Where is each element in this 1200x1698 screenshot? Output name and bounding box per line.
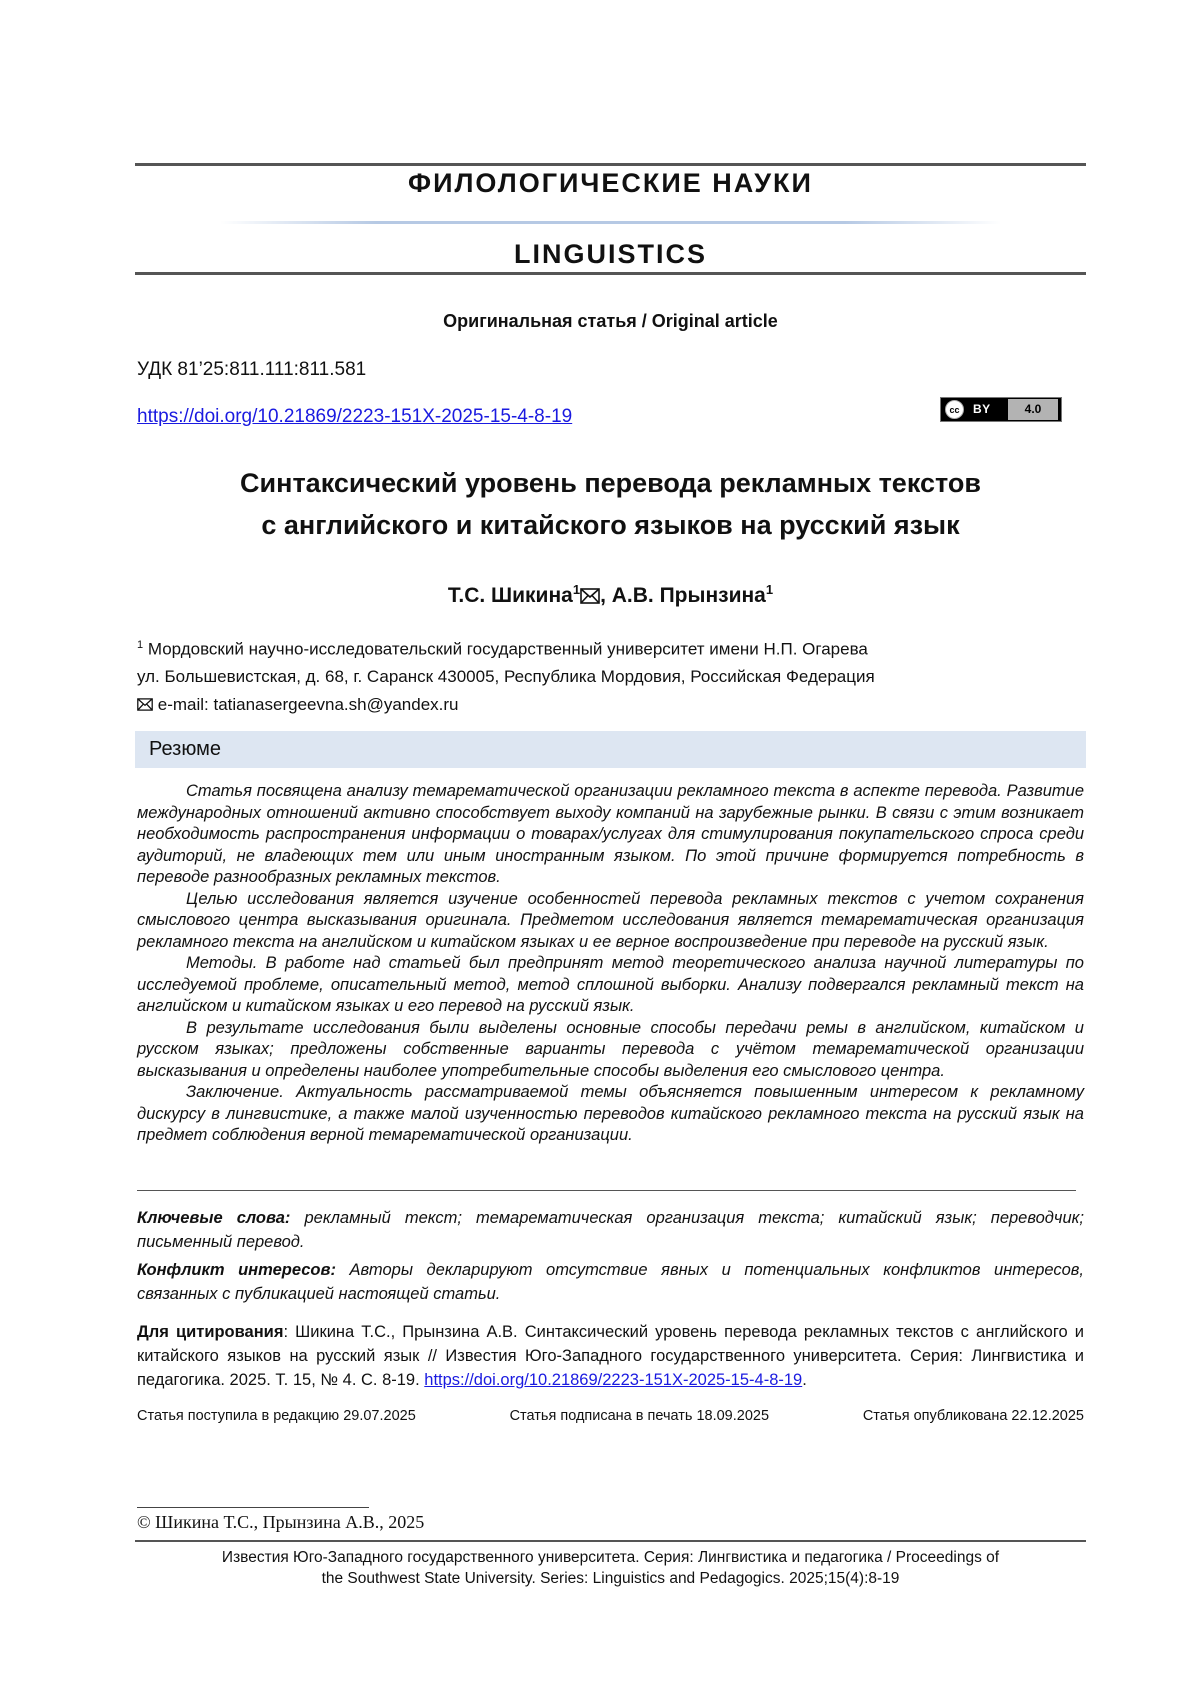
citation-label: Для цитирования [137,1323,284,1341]
title-line-1: Синтаксический уровень перевода рекламных текстов [240,468,981,498]
author-1-name: Т.С. Шикина [447,584,573,607]
cc-version: 4.0 [1008,399,1058,420]
affiliation [137,632,875,690]
author-2-affil-mark: 1 [765,582,774,597]
abstract-paragraph: Статья посвящена анализу темарематической организации рекламного текста в аспекте перевода. Развитие международных отношений активно способствует выходу компаний на зарубежные рынки. В связи с этим возникает необходимость распространения информации о товарах/услугах для стимулирования покупательского спроса среди аудиторий, не владеющих тем или иным иностранным языком. По этой причине формируется потребность в переводе разнообразных рекламных текстов. [137,782,1084,886]
citation-end: . [802,1371,807,1389]
header-top-rule [135,163,1086,166]
author-2-name: А.В. Прынзина [611,584,766,607]
header-divider [220,221,1001,224]
copyright: © Шикина Т.С., Прынзина А.В., 2025 [137,1512,425,1532]
resume-heading: Резюме [135,731,1086,768]
affiliation-address: ул. Большевистская, д. 68, г. Саранск 430005, Республика Мордовия, Российская Федерация [137,666,875,686]
abstract-paragraph: В результате исследования были выделены основные способы передачи ремы в английском, китайском и русском языках; предложены собственные варианты перевода с учётом темарематической организации высказывания и определены наиболее употребительные способы выделения его смыслового центра. [137,1018,1084,1080]
abstract-paragraph: Методы. В работе над статьей был предпринят метод теоретического анализа научной литературы по исследуемой проблеме, описательный метод, метод сплошной выборки. Анализу подвергался рекламный текст на английском и китайском языках и его перевод на русский язык. [137,954,1084,1015]
abstract-divider [137,1190,1076,1191]
conflict-value: Авторы декларируют отсутствие явных и потенциальных конфликтов интересов, связанных с публикацией настоящей статьи. [137,1261,1084,1303]
footnote-rule [137,1507,369,1508]
envelope-icon[interactable] [580,588,600,604]
title-line-2: с английского и китайского языков на русский язык [261,510,960,540]
udk-code: УДК 81’25:811.111:811.581 [137,359,367,380]
article-type: Оригинальная статья / Original article [443,311,778,331]
abstract-paragraph: Целью исследования является изучение особенностей перевода рекламных текстов с учетом сохранения смыслового центра высказывания оригинала. Предметом исследования является темарематическая организация рекламного текста на английском и китайском языках и ее верное воспроизведение при переводе на русский язык. [137,889,1084,951]
abstract-paragraph: Заключение. Актуальность рассматриваемой темы объясняется повышенным интересом к рекламному дискурсу в лингвистике, а также малой изученностью переводов китайского рекламного текста на русский язык на предмет соблюдения верной темарематической организации. [137,1083,1084,1144]
envelope-icon [137,698,153,711]
citation [137,1320,1084,1392]
footer-rule [135,1540,1086,1542]
affiliation-mark: 1 [137,639,144,651]
author-1-affil-mark: 1 [572,582,581,597]
date-received: Статья поступила в редакцию 29.07.2025 [137,1408,416,1424]
conflict-of-interest [137,1258,1084,1306]
authors [135,582,1086,608]
date-published: Статья опубликована 22.12.2025 [862,1408,1084,1424]
keywords-value: рекламный текст; темарематическая организация текста; китайский язык; переводчик; письменный перевод. [137,1209,1084,1251]
keywords [137,1206,1084,1254]
doi-link[interactable]: https://doi.org/10.21869/2223-151X-2025-15-4-8-19 [137,406,573,427]
keywords-label: Ключевые слова: [137,1209,291,1227]
section-title-en: LINGUISTICS [513,239,707,269]
conflict-label: Конфликт интересов: [137,1261,336,1279]
cc-by-label: BY [973,402,991,416]
article-dates [137,1408,1084,1424]
cc-icon: cc [945,400,964,419]
journal-ref-line-1: Известия Юго-Западного государственного университета. Серия: Лингвистика и педагогика / Proceedings of [221,1549,1000,1566]
abstract [137,781,1084,1147]
email-line [137,695,459,715]
citation-doi-link[interactable]: https://doi.org/10.21869/2223-151X-2025-15-4-8-19 [424,1371,803,1389]
article-title [135,462,1086,546]
citation-text: : Шикина Т.С., Прынзина А.В. Синтаксический уровень перевода рекламных текстов с английского и китайского языков на русский язык // Известия Юго-Западного государственного университета. Серия: Лингвистика и педагогика. 2025. Т. 15, № 4. С. 8-19. [137,1323,1084,1389]
affiliation-university: Мордовский научно-исследовательский государственный университет имени Н.П. Огарева [143,639,868,659]
authors-separator: , [600,584,612,607]
email-address[interactable]: e-mail: tatianasergeevna.sh@yandex.ru [157,695,459,714]
section-title-ru: ФИЛОЛОГИЧЕСКИЕ НАУКИ [408,168,813,198]
date-accepted: Статья подписана в печать 18.09.2025 [509,1408,770,1424]
header-bottom-rule [135,272,1086,275]
cc-by-license-badge[interactable] [940,397,1062,422]
journal-reference [135,1547,1086,1589]
journal-ref-line-2: the Southwest State University. Series: Linguistics and Pedagogics. 2025;15(4):8-19 [321,1570,900,1587]
